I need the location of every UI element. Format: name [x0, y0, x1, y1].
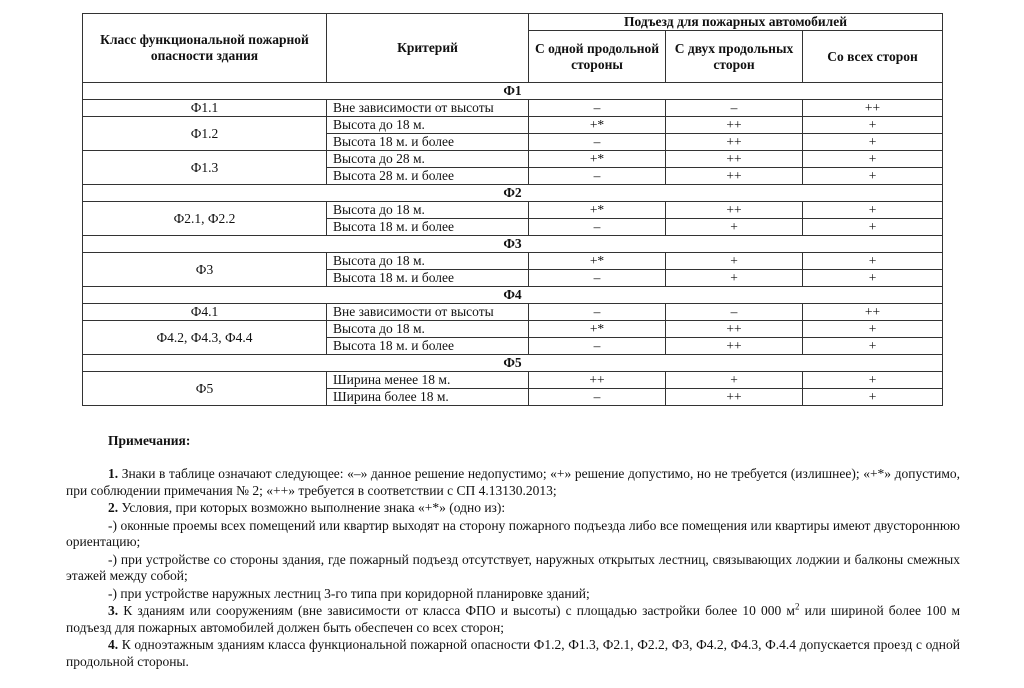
criterion-cell: Вне зависимости от высоты	[327, 304, 529, 321]
criterion-cell: Высота 18 м. и более	[327, 270, 529, 287]
header-access-group: Подъезд для пожарных автомобилей	[529, 14, 943, 31]
all-sides-cell: +	[803, 168, 943, 185]
two-sides-cell: ++	[666, 134, 803, 151]
class-cell: Ф1.3	[83, 151, 327, 185]
criterion-cell: Высота до 18 м.	[327, 202, 529, 219]
header-two-sides: С двух продольных сторон	[666, 31, 803, 83]
one-side-cell: +*	[529, 151, 666, 168]
group-row: Ф2	[83, 185, 943, 202]
two-sides-cell: ++	[666, 338, 803, 355]
criterion-cell: Высота до 18 м.	[327, 321, 529, 338]
group-row: Ф1	[83, 83, 943, 100]
two-sides-cell: –	[666, 100, 803, 117]
header-criterion: Критерий	[327, 14, 529, 83]
all-sides-cell: +	[803, 151, 943, 168]
all-sides-cell: +	[803, 253, 943, 270]
two-sides-cell: ++	[666, 168, 803, 185]
table-row	[83, 151, 943, 168]
criterion-cell: Высота 28 м. и более	[327, 168, 529, 185]
group-row: Ф4	[83, 287, 943, 304]
two-sides-cell: +	[666, 219, 803, 236]
fire-access-table	[82, 13, 943, 406]
one-side-cell: ++	[529, 372, 666, 389]
class-cell: Ф5	[83, 372, 327, 406]
two-sides-cell: –	[666, 304, 803, 321]
note-number: 3.	[108, 603, 119, 618]
all-sides-cell: +	[803, 321, 943, 338]
one-side-cell: –	[529, 304, 666, 321]
criterion-cell: Высота 18 м. и более	[327, 338, 529, 355]
group-row: Ф3	[83, 236, 943, 253]
notes-title: Примечания:	[108, 433, 191, 448]
all-sides-cell: ++	[803, 100, 943, 117]
class-cell: Ф1.2	[83, 117, 327, 151]
note-2-item: -) при устройстве наружных лестниц 3-го типа при коридорной планировке зданий;	[108, 585, 590, 601]
class-cell: Ф4.2, Ф4.3, Ф4.4	[83, 321, 327, 355]
note-number: 4.	[108, 637, 119, 652]
table-row	[83, 304, 943, 321]
one-side-cell: +*	[529, 117, 666, 134]
all-sides-cell: +	[803, 134, 943, 151]
criterion-cell: Высота до 18 м.	[327, 253, 529, 270]
one-side-cell: +*	[529, 253, 666, 270]
one-side-cell: +*	[529, 321, 666, 338]
class-cell: Ф2.1, Ф2.2	[83, 202, 327, 236]
note-text: К одноэтажным зданиям класса функциональной пожарной опасности Ф1.2, Ф1.3, Ф2.1, Ф2.2, Ф3, Ф4.2, Ф4.3, Ф.4.4 допускается проезд с одной продольной стороны.	[66, 637, 960, 669]
table-row	[83, 117, 943, 134]
note-2-item: -) оконные проемы всех помещений или квартир выходят на сторону пожарного подъезда либо все помещения или квартиры имеют двустороннюю ориентацию;	[66, 517, 960, 549]
all-sides-cell: +	[803, 372, 943, 389]
criterion-cell: Высота до 18 м.	[327, 117, 529, 134]
one-side-cell: –	[529, 389, 666, 406]
two-sides-cell: ++	[666, 151, 803, 168]
one-side-cell: +*	[529, 202, 666, 219]
superscript: 2	[794, 601, 800, 612]
header-all-sides: Со всех сторон	[803, 31, 943, 83]
all-sides-cell: +	[803, 270, 943, 287]
all-sides-cell: +	[803, 202, 943, 219]
header-one-side: С одной продольной стороны	[529, 31, 666, 83]
group-row: Ф5	[83, 355, 943, 372]
table-row	[83, 202, 943, 219]
note-4	[66, 637, 960, 670]
class-cell: Ф3	[83, 253, 327, 287]
note-number: 1.	[108, 466, 119, 481]
table-row	[83, 321, 943, 338]
one-side-cell: –	[529, 168, 666, 185]
all-sides-cell: ++	[803, 304, 943, 321]
note-1	[66, 466, 960, 499]
two-sides-cell: ++	[666, 202, 803, 219]
two-sides-cell: ++	[666, 117, 803, 134]
one-side-cell: –	[529, 219, 666, 236]
class-cell: Ф4.1	[83, 304, 327, 321]
note-text: К зданиям или сооружениям (вне зависимости от класса ФПО и высоты) с площадью застройки более 10 000 м	[123, 603, 795, 618]
two-sides-cell: +	[666, 253, 803, 270]
table-row	[83, 100, 943, 117]
one-side-cell: –	[529, 134, 666, 151]
note-3	[66, 603, 960, 636]
note-2	[66, 500, 960, 517]
notes-body	[66, 466, 960, 671]
all-sides-cell: +	[803, 117, 943, 134]
criterion-cell: Высота до 28 м.	[327, 151, 529, 168]
one-side-cell: –	[529, 338, 666, 355]
note-2-item: -) при устройстве со стороны здания, где пожарный подъезд отсутствует, наружных открытых лестниц, связывающих лоджии и балконы смежных этажей между собой;	[66, 551, 960, 583]
all-sides-cell: +	[803, 338, 943, 355]
table-row	[83, 372, 943, 389]
note-text: Знаки в таблице означают следующее: «–» данное решение недопустимо; «+» решение допустимо, но не требуется (излишнее); «+*» допустимо, при соблюдении примечания № 2; «++» требуется в соответствии с СП 4.13130.2013;	[66, 466, 960, 498]
note-text: Условия, при которых возможно выполнение знака «+*» (одно из):	[121, 500, 506, 515]
two-sides-cell: ++	[666, 389, 803, 406]
note-text: или шириной более 100 м подъезд для пожарных автомобилей должен быть обеспечен со всех сторон;	[66, 603, 961, 635]
criterion-cell: Ширина более 18 м.	[327, 389, 529, 406]
two-sides-cell: +	[666, 372, 803, 389]
one-side-cell: –	[529, 270, 666, 287]
all-sides-cell: +	[803, 219, 943, 236]
two-sides-cell: +	[666, 270, 803, 287]
note-number: 2.	[108, 500, 119, 515]
criterion-cell: Вне зависимости от высоты	[327, 100, 529, 117]
two-sides-cell: ++	[666, 321, 803, 338]
header-class: Класс функциональной пожарной опасности здания	[83, 14, 327, 83]
class-cell: Ф1.1	[83, 100, 327, 117]
criterion-cell: Высота 18 м. и более	[327, 134, 529, 151]
one-side-cell: –	[529, 100, 666, 117]
table-row	[83, 253, 943, 270]
criterion-cell: Высота 18 м. и более	[327, 219, 529, 236]
all-sides-cell: +	[803, 389, 943, 406]
criterion-cell: Ширина менее 18 м.	[327, 372, 529, 389]
